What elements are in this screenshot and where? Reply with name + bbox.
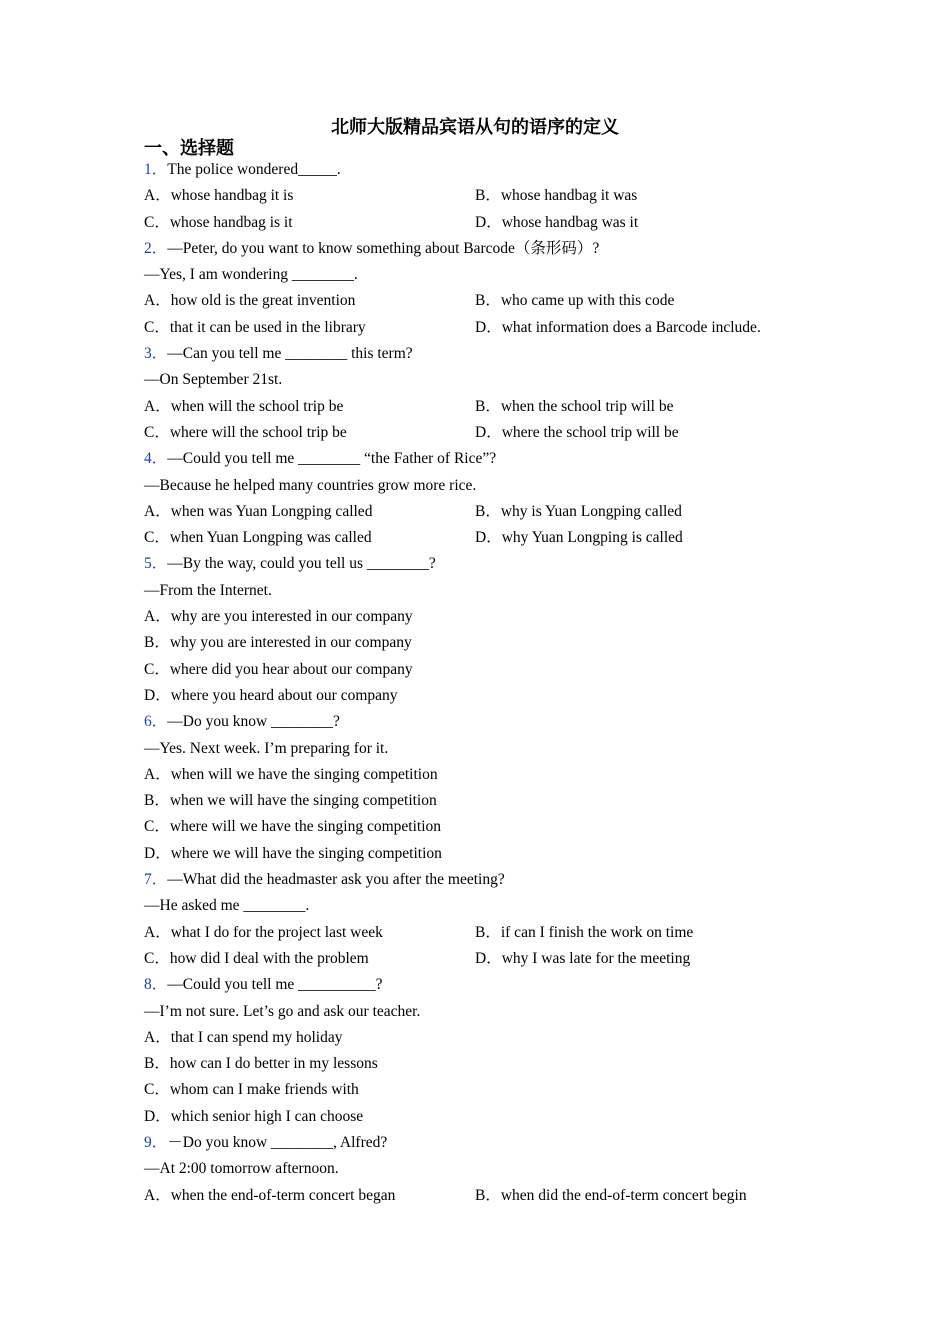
question-reply: —Yes, I am wondering ________. xyxy=(144,266,358,284)
option-text: where did you hear about our company xyxy=(169,660,413,678)
question-reply: —At 2:00 tomorrow afternoon. xyxy=(144,1160,339,1178)
option-d[interactable] xyxy=(144,842,824,868)
option-letter: D． xyxy=(475,213,502,231)
option-d[interactable] xyxy=(475,421,679,445)
question-2 xyxy=(144,237,824,263)
option-text: when Yuan Longping was called xyxy=(169,529,372,547)
option-d[interactable] xyxy=(475,211,638,235)
option-letter: C． xyxy=(144,949,170,967)
option-text: where will we have the singing competition xyxy=(169,818,442,836)
question-5 xyxy=(144,552,824,578)
option-row xyxy=(144,316,824,342)
option-text: who came up with this code xyxy=(500,292,675,310)
question-stem: The police wondered_____. xyxy=(167,161,341,178)
option-letter: D． xyxy=(475,529,502,547)
option-c[interactable] xyxy=(144,211,293,235)
option-letter: C． xyxy=(144,423,170,441)
option-letter: D． xyxy=(475,423,502,441)
option-letter: B． xyxy=(475,923,501,941)
option-text: that I can spend my holiday xyxy=(170,1028,343,1046)
option-text: when was Yuan Longping called xyxy=(170,502,373,520)
option-text: why is Yuan Longping called xyxy=(500,502,682,520)
option-letter: B． xyxy=(475,187,501,205)
question-9 xyxy=(144,1131,824,1157)
option-letter: D． xyxy=(144,686,171,704)
option-text: whose handbag is it xyxy=(169,213,293,231)
option-b[interactable] xyxy=(475,1184,747,1208)
option-text: how can I do better in my lessons xyxy=(169,1055,378,1073)
option-b[interactable] xyxy=(475,500,682,524)
page-title: 北师大版精品宾语从句的语序的定义 xyxy=(331,117,619,137)
option-text: why Yuan Longping is called xyxy=(501,529,683,547)
question-stem: —Do you know ________? xyxy=(167,713,340,731)
option-b[interactable] xyxy=(144,631,824,657)
option-c[interactable] xyxy=(144,526,372,550)
option-letter: B． xyxy=(475,1186,501,1204)
option-text: where we will have the singing competition xyxy=(170,844,442,862)
option-row xyxy=(144,211,824,237)
question-stem: —Could you tell me __________? xyxy=(167,976,383,994)
question-reply: —On September 21st. xyxy=(144,371,283,389)
option-letter: D． xyxy=(144,844,171,862)
option-a[interactable] xyxy=(144,1026,824,1052)
question-6 xyxy=(144,710,824,736)
option-text: where you heard about our company xyxy=(170,686,398,704)
question-stem: —By the way, could you tell us ________? xyxy=(167,555,436,573)
question-8 xyxy=(144,973,824,999)
option-b[interactable] xyxy=(475,921,693,945)
question-reply: —Because he helped many countries grow more rice. xyxy=(144,476,477,494)
question-reply: —From the Internet. xyxy=(144,581,272,599)
option-text: when the school trip will be xyxy=(500,397,674,415)
option-text: why you are interested in our company xyxy=(169,634,412,652)
option-letter: C． xyxy=(144,529,170,547)
question-number: 8． xyxy=(144,976,168,994)
option-c[interactable] xyxy=(144,316,366,340)
option-b[interactable] xyxy=(144,1052,824,1078)
question-stem: —Can you tell me ________ this term? xyxy=(167,345,413,363)
option-d[interactable] xyxy=(475,526,683,550)
option-text: that it can be used in the library xyxy=(169,318,366,336)
option-row xyxy=(144,947,824,973)
option-a[interactable] xyxy=(144,184,293,208)
option-row xyxy=(144,289,824,315)
option-row xyxy=(144,921,824,947)
question-number: 7． xyxy=(144,871,168,889)
option-d[interactable] xyxy=(144,684,824,710)
question-list xyxy=(144,158,824,1210)
option-row xyxy=(144,500,824,526)
option-letter: B． xyxy=(144,634,170,652)
question-reply: —I’m not sure. Let’s go and ask our teacher. xyxy=(144,1002,421,1020)
question-reply: —Yes. Next week. I’m preparing for it. xyxy=(144,739,389,757)
option-letter: A． xyxy=(144,1028,171,1046)
option-d[interactable] xyxy=(144,1105,824,1131)
option-row xyxy=(144,421,824,447)
option-c[interactable] xyxy=(144,421,347,445)
question-7 xyxy=(144,868,824,894)
option-letter: C． xyxy=(144,818,170,836)
option-letter: B． xyxy=(475,502,501,520)
question-3 xyxy=(144,342,824,368)
question-number: 1． xyxy=(144,161,168,178)
section-heading: 一、选择题 xyxy=(144,138,234,158)
option-text: what I do for the project last week xyxy=(170,923,383,941)
option-letter: D． xyxy=(475,949,502,967)
question-number: 4． xyxy=(144,450,168,468)
option-row xyxy=(144,1184,824,1210)
option-letter: A． xyxy=(144,187,171,205)
option-a[interactable] xyxy=(144,921,383,945)
option-a[interactable] xyxy=(144,1184,395,1208)
option-text: when we will have the singing competition xyxy=(169,792,437,810)
question-stem: —Peter, do you want to know something about Barcode（条形码）? xyxy=(167,239,600,257)
question-number: 6． xyxy=(144,713,168,731)
question-stem: —Could you tell me ________ “the Father of Rice”? xyxy=(167,450,497,468)
question-4 xyxy=(144,447,824,473)
option-letter: C． xyxy=(144,1081,170,1099)
option-letter: C． xyxy=(144,213,170,231)
option-b[interactable] xyxy=(475,184,637,208)
option-text: when will we have the singing competition xyxy=(170,765,438,783)
option-text: where the school trip will be xyxy=(501,423,679,441)
option-text: whose handbag it is xyxy=(170,187,294,205)
option-text: what information does a Barcode include. xyxy=(501,318,761,336)
option-text: when the end-of-term concert began xyxy=(170,1186,396,1204)
option-text: how did I deal with the problem xyxy=(169,949,369,967)
option-letter: D． xyxy=(475,318,502,336)
option-b[interactable] xyxy=(144,789,824,815)
option-row xyxy=(144,184,824,210)
option-letter: B． xyxy=(475,397,501,415)
option-letter: C． xyxy=(144,660,170,678)
option-text: when will the school trip be xyxy=(170,397,344,415)
option-a[interactable] xyxy=(144,395,343,419)
option-b[interactable] xyxy=(475,395,673,419)
question-stem: —What did the headmaster ask you after the meeting? xyxy=(167,871,505,889)
option-letter: B． xyxy=(144,1055,170,1073)
option-d[interactable] xyxy=(475,316,761,340)
option-letter: A． xyxy=(144,1186,171,1204)
option-row xyxy=(144,395,824,421)
option-c[interactable] xyxy=(144,1078,824,1104)
question-stem: －Do you know ________, Alfred? xyxy=(167,1133,388,1151)
option-text: how old is the great invention xyxy=(170,292,356,310)
option-c[interactable] xyxy=(144,658,824,684)
option-text: why I was late for the meeting xyxy=(501,949,691,967)
question-reply: —He asked me ________. xyxy=(144,897,310,915)
question-1 xyxy=(144,158,824,184)
question-number: 5． xyxy=(144,555,168,573)
option-row xyxy=(144,526,824,552)
option-text: where will the school trip be xyxy=(169,423,347,441)
option-text: when did the end-of-term concert begin xyxy=(500,1186,747,1204)
question-number: 3． xyxy=(144,345,168,363)
option-text: if can I finish the work on time xyxy=(500,923,694,941)
option-letter: A． xyxy=(144,292,171,310)
option-c[interactable] xyxy=(144,947,369,971)
option-letter: C． xyxy=(144,318,170,336)
option-b[interactable] xyxy=(475,289,674,313)
option-text: why are you interested in our company xyxy=(170,608,413,626)
option-letter: A． xyxy=(144,765,171,783)
option-letter: A． xyxy=(144,502,171,520)
option-letter: B． xyxy=(144,792,170,810)
option-text: which senior high I can choose xyxy=(170,1107,364,1125)
option-c[interactable] xyxy=(144,815,824,841)
option-letter: A． xyxy=(144,923,171,941)
option-text: whose handbag was it xyxy=(501,213,639,231)
option-a[interactable] xyxy=(144,500,372,524)
question-number: 2． xyxy=(144,239,168,257)
option-letter: D． xyxy=(144,1107,171,1125)
option-letter: A． xyxy=(144,608,171,626)
option-a[interactable] xyxy=(144,763,824,789)
question-number: 9． xyxy=(144,1133,168,1151)
option-a[interactable] xyxy=(144,289,355,313)
option-letter: B． xyxy=(475,292,501,310)
option-letter: A． xyxy=(144,397,171,415)
option-text: whose handbag it was xyxy=(500,187,638,205)
option-a[interactable] xyxy=(144,605,824,631)
option-text: whom can I make friends with xyxy=(169,1081,359,1099)
option-d[interactable] xyxy=(475,947,690,971)
